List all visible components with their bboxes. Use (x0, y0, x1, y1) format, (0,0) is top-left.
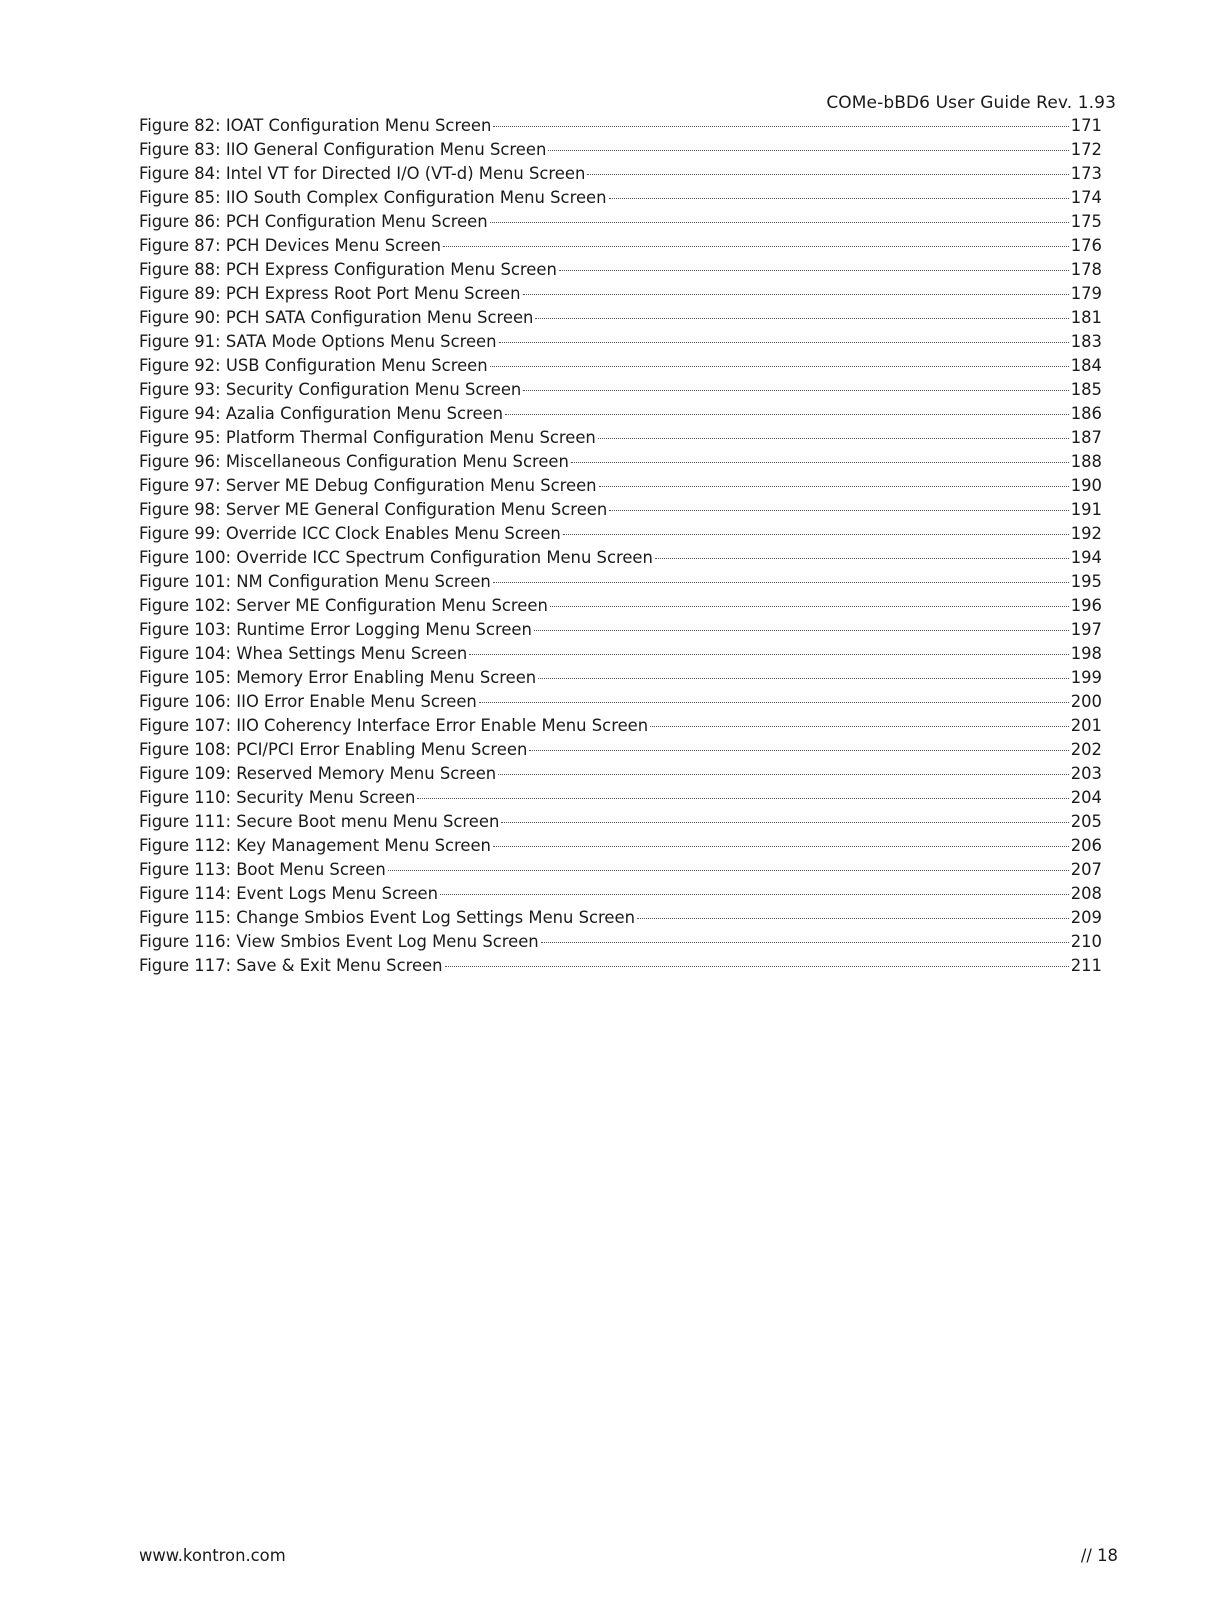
toc-dot-leader (505, 412, 1069, 415)
toc-entry-page: 205 (1070, 812, 1102, 831)
toc-entry-label: Figure 116: View Smbios Event Log Menu Screen (139, 932, 539, 951)
toc-entry[interactable] (139, 762, 1102, 786)
toc-entry[interactable] (139, 186, 1102, 210)
toc-dot-leader (650, 724, 1069, 727)
toc-entry[interactable] (139, 810, 1102, 834)
toc-dot-leader (523, 388, 1068, 391)
toc-entry-page: 186 (1070, 404, 1102, 423)
toc-entry-label: Figure 117: Save & Exit Menu Screen (139, 956, 443, 975)
toc-entry-page: 175 (1070, 212, 1102, 231)
toc-entry-page: 171 (1070, 116, 1102, 135)
toc-entry[interactable] (139, 618, 1102, 642)
toc-entry[interactable] (139, 954, 1102, 978)
toc-entry-label: Figure 113: Boot Menu Screen (139, 860, 386, 879)
toc-entry-page: 206 (1070, 836, 1102, 855)
toc-entry-label: Figure 111: Secure Boot menu Menu Screen (139, 812, 500, 831)
toc-entry-label: Figure 112: Key Management Menu Screen (139, 836, 491, 855)
toc-entry-label: Figure 92: USB Configuration Menu Screen (139, 356, 488, 375)
toc-entry[interactable] (139, 210, 1102, 234)
toc-entry-page: 197 (1070, 620, 1102, 639)
toc-dot-leader (490, 220, 1069, 223)
toc-entry-label: Figure 101: NM Configuration Menu Screen (139, 572, 491, 591)
toc-entry[interactable] (139, 306, 1102, 330)
toc-entry-label: Figure 110: Security Menu Screen (139, 788, 416, 807)
toc-entry-label: Figure 82: IOAT Configuration Menu Screen (139, 116, 492, 135)
toc-entry[interactable] (139, 786, 1102, 810)
toc-entry-page: 184 (1070, 356, 1102, 375)
toc-dot-leader (655, 556, 1069, 559)
toc-entry-label: Figure 91: SATA Mode Options Menu Screen (139, 332, 497, 351)
toc-entry-page: 187 (1070, 428, 1102, 447)
toc-entry-label: Figure 108: PCI/PCI Error Enabling Menu Screen (139, 740, 528, 759)
toc-dot-leader (490, 364, 1069, 367)
toc-dot-leader (501, 820, 1068, 823)
toc-entry-label: Figure 86: PCH Configuration Menu Screen (139, 212, 488, 231)
toc-entry[interactable] (139, 474, 1102, 498)
toc-dot-leader (493, 124, 1068, 127)
toc-entry[interactable] (139, 402, 1102, 426)
toc-entry-label: Figure 104: Whea Settings Menu Screen (139, 644, 468, 663)
toc-entry-label: Figure 99: Override ICC Clock Enables Menu Screen (139, 524, 561, 543)
toc-entry-page: 200 (1070, 692, 1102, 711)
toc-entry-label: Figure 95: Platform Thermal Configuration Menu Screen (139, 428, 596, 447)
toc-dot-leader (609, 508, 1068, 511)
toc-entry[interactable] (139, 666, 1102, 690)
toc-entry-label: Figure 97: Server ME Debug Configuration Menu Screen (139, 476, 597, 495)
toc-entry-page: 199 (1070, 668, 1102, 687)
toc-entry-page: 210 (1070, 932, 1102, 951)
toc-entry-page: 176 (1070, 236, 1102, 255)
toc-entry-label: Figure 88: PCH Express Configuration Menu Screen (139, 260, 557, 279)
toc-dot-leader (541, 940, 1069, 943)
toc-entry-page: 195 (1070, 572, 1102, 591)
toc-dot-leader (587, 172, 1068, 175)
toc-entry[interactable] (139, 906, 1102, 930)
toc-entry[interactable] (139, 882, 1102, 906)
toc-entry-label: Figure 103: Runtime Error Logging Menu Screen (139, 620, 532, 639)
toc-entry-label: Figure 84: Intel VT for Directed I/O (VT-d) Menu Screen (139, 164, 586, 183)
toc-entry[interactable] (139, 282, 1102, 306)
list-of-figures (139, 114, 1102, 978)
toc-entry-page: 188 (1070, 452, 1102, 471)
toc-entry-page: 183 (1070, 332, 1102, 351)
toc-dot-leader (388, 868, 1069, 871)
toc-entry[interactable] (139, 450, 1102, 474)
toc-entry-page: 201 (1070, 716, 1102, 735)
toc-dot-leader (534, 628, 1069, 631)
toc-entry[interactable] (139, 834, 1102, 858)
document-title: COMe-bBD6 User Guide Rev. 1.93 (826, 93, 1116, 113)
toc-entry[interactable] (139, 738, 1102, 762)
toc-entry[interactable] (139, 354, 1102, 378)
toc-entry-page: 203 (1070, 764, 1102, 783)
toc-dot-leader (523, 292, 1069, 295)
toc-dot-leader (493, 844, 1069, 847)
toc-entry-label: Figure 105: Memory Error Enabling Menu Screen (139, 668, 537, 687)
toc-entry[interactable] (139, 570, 1102, 594)
toc-dot-leader (599, 484, 1069, 487)
toc-entry[interactable] (139, 138, 1102, 162)
toc-entry-label: Figure 109: Reserved Memory Menu Screen (139, 764, 497, 783)
toc-entry-label: Figure 96: Miscellaneous Configuration Menu Screen (139, 452, 569, 471)
toc-entry-page: 198 (1070, 644, 1102, 663)
toc-entry-page: 174 (1070, 188, 1102, 207)
toc-entry-label: Figure 87: PCH Devices Menu Screen (139, 236, 442, 255)
toc-dot-leader (443, 244, 1069, 247)
toc-dot-leader (499, 340, 1069, 343)
toc-entry-label: Figure 102: Server ME Configuration Menu Screen (139, 596, 548, 615)
toc-entry-page: 192 (1070, 524, 1102, 543)
toc-entry[interactable] (139, 162, 1102, 186)
toc-dot-leader (598, 436, 1069, 439)
toc-entry[interactable] (139, 930, 1102, 954)
toc-dot-leader (563, 532, 1069, 535)
toc-dot-leader (559, 268, 1069, 271)
toc-entry-page: 207 (1070, 860, 1102, 879)
toc-entry[interactable] (139, 426, 1102, 450)
toc-dot-leader (440, 892, 1069, 895)
toc-entry[interactable] (139, 498, 1102, 522)
toc-entry-page: 185 (1070, 380, 1102, 399)
toc-dot-leader (550, 604, 1069, 607)
toc-dot-leader (535, 316, 1068, 319)
toc-dot-leader (538, 676, 1069, 679)
toc-entry-label: Figure 90: PCH SATA Configuration Menu Screen (139, 308, 534, 327)
toc-entry-page: 196 (1070, 596, 1102, 615)
toc-entry-label: Figure 83: IIO General Configuration Menu Screen (139, 140, 547, 159)
toc-entry[interactable] (139, 522, 1102, 546)
toc-entry-label: Figure 89: PCH Express Root Port Menu Screen (139, 284, 521, 303)
toc-entry-label: Figure 106: IIO Error Enable Menu Screen (139, 692, 477, 711)
toc-entry[interactable] (139, 690, 1102, 714)
toc-dot-leader (479, 700, 1069, 703)
toc-entry-label: Figure 107: IIO Coherency Interface Error Enable Menu Screen (139, 716, 649, 735)
toc-entry-page: 172 (1070, 140, 1102, 159)
toc-entry-page: 209 (1070, 908, 1102, 927)
toc-dot-leader (548, 148, 1068, 151)
toc-entry-page: 211 (1070, 956, 1102, 975)
toc-dot-leader (493, 580, 1069, 583)
toc-entry-page: 173 (1070, 164, 1102, 183)
toc-dot-leader (417, 796, 1068, 799)
toc-entry-label: Figure 114: Event Logs Menu Screen (139, 884, 439, 903)
toc-dot-leader (469, 652, 1068, 655)
toc-entry-page: 190 (1070, 476, 1102, 495)
toc-entry-page: 181 (1070, 308, 1102, 327)
toc-entry[interactable] (139, 114, 1102, 138)
toc-entry-page: 204 (1070, 788, 1102, 807)
toc-entry[interactable] (139, 330, 1102, 354)
toc-entry[interactable] (139, 378, 1102, 402)
toc-dot-leader (571, 460, 1069, 463)
toc-entry-label: Figure 93: Security Configuration Menu Screen (139, 380, 522, 399)
toc-entry-label: Figure 115: Change Smbios Event Log Settings Menu Screen (139, 908, 635, 927)
toc-entry[interactable] (139, 546, 1102, 570)
toc-dot-leader (637, 916, 1069, 919)
toc-entry-label: Figure 94: Azalia Configuration Menu Screen (139, 404, 503, 423)
toc-entry[interactable] (139, 714, 1102, 738)
toc-dot-leader (445, 964, 1069, 967)
toc-entry[interactable] (139, 258, 1102, 282)
toc-entry-page: 191 (1070, 500, 1102, 519)
toc-entry[interactable] (139, 858, 1102, 882)
footer-page-number: // 18 (1080, 1546, 1118, 1565)
toc-dot-leader (609, 196, 1069, 199)
toc-entry[interactable] (139, 594, 1102, 618)
toc-entry-page: 178 (1070, 260, 1102, 279)
toc-entry-label: Figure 100: Override ICC Spectrum Configuration Menu Screen (139, 548, 653, 567)
toc-entry[interactable] (139, 234, 1102, 258)
toc-entry-page: 194 (1070, 548, 1102, 567)
toc-entry-page: 208 (1070, 884, 1102, 903)
toc-dot-leader (498, 772, 1069, 775)
footer-url: www.kontron.com (139, 1546, 286, 1565)
toc-dot-leader (529, 748, 1068, 751)
toc-entry-label: Figure 85: IIO South Complex Configuration Menu Screen (139, 188, 607, 207)
toc-entry-label: Figure 98: Server ME General Configuration Menu Screen (139, 500, 608, 519)
toc-entry[interactable] (139, 642, 1102, 666)
toc-entry-page: 179 (1070, 284, 1102, 303)
toc-entry-page: 202 (1070, 740, 1102, 759)
